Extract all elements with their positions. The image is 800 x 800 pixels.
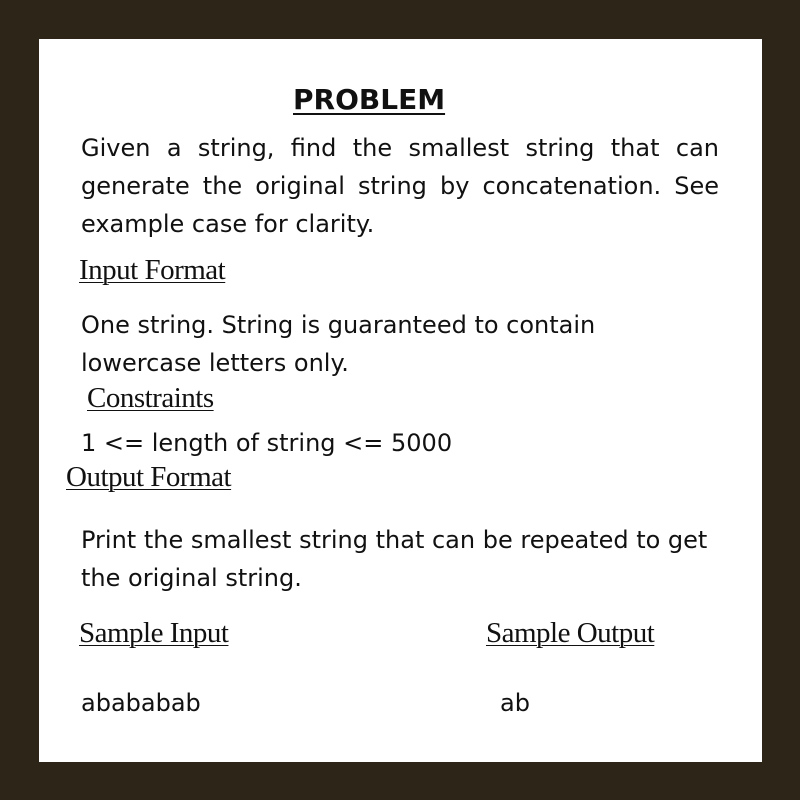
- input-format-text: One string. String is guaranteed to contain lowercase letters only.: [81, 311, 596, 377]
- sample-input-value: abababab: [81, 689, 201, 717]
- page-title: PROBLEM: [293, 83, 446, 116]
- constraints-text: 1 <= length of string <= 5000: [81, 429, 453, 457]
- constraints-heading: Constraints: [87, 382, 214, 414]
- sample-input-heading: Sample Input: [79, 617, 229, 649]
- input-format-heading: Input Format: [79, 254, 226, 286]
- problem-description: Given a string, find the smallest string that can generate the original string by concatenation. See example case for clarity.: [81, 134, 719, 238]
- sample-output-heading: Sample Output: [486, 617, 655, 649]
- sample-output-value: ab: [500, 689, 530, 717]
- output-format-heading: Output Format: [66, 461, 232, 493]
- problem-card: [39, 39, 762, 762]
- output-format-text: Print the smallest string that can be repeated to get the original string.: [81, 526, 708, 592]
